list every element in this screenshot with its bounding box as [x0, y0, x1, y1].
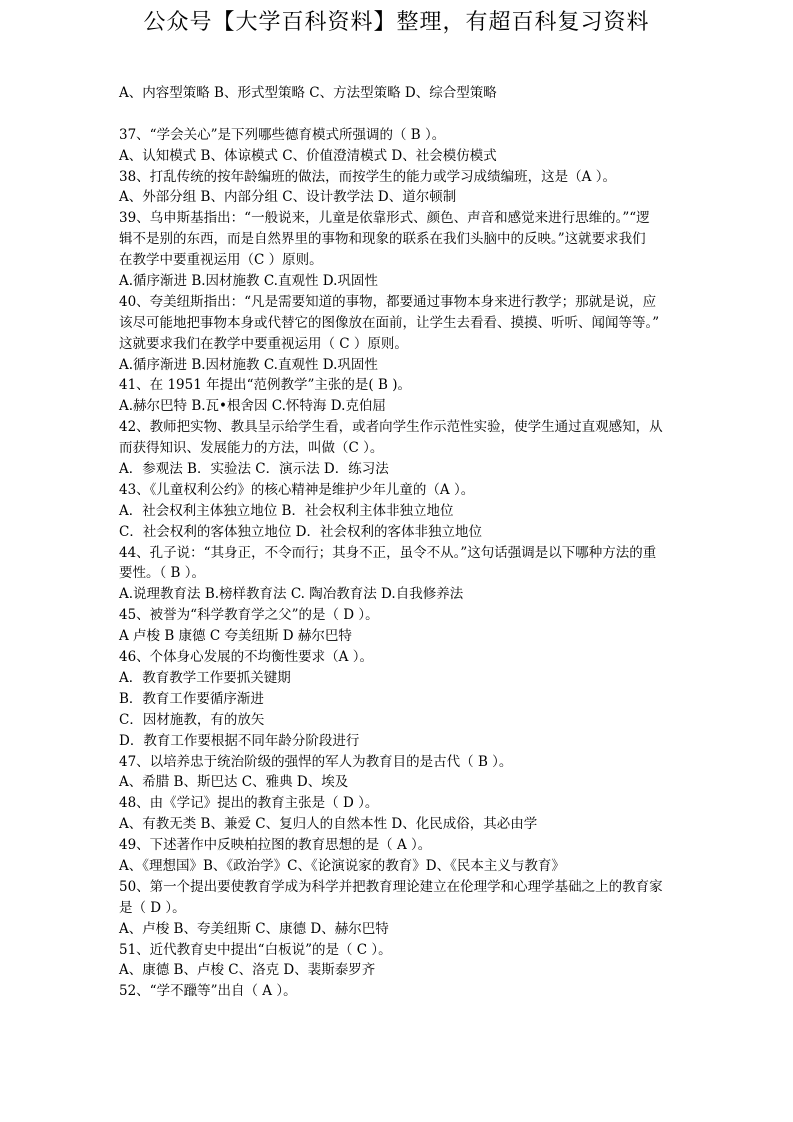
question-line: 43、《儿童权利公约》的核心精神是维护少年儿童的（A ）。: [119, 481, 475, 498]
options-line: A、有教无类 B、兼爱 C、复归人的自然本性 D、化民成俗，其必由学: [119, 816, 538, 833]
question-line: 是（ D ）。: [119, 899, 186, 916]
question-line: 而获得知识、发展能力的方法，叫做（C ）。: [119, 440, 384, 457]
question-line: 37、“学会关心”是下列哪些德育模式所强调的（ B ）。: [119, 126, 446, 143]
question-line: 39、乌申斯基指出：“一般说来，儿童是依靠形式、颜色、声音和感觉来进行思维的。”“逻: [119, 210, 650, 227]
options-line: A.赫尔巴特 B.瓦•根舍因 C.怀特海 D.克伯屈: [119, 398, 386, 415]
question-line: 在教学中要重视运用（C ）原则。: [119, 252, 323, 269]
options-line: A、外部分组 B、内部分组 C、设计教学法 D、道尔顿制: [119, 189, 457, 206]
options-line: D．教育工作要根据不同年龄分阶段进行: [119, 732, 360, 749]
text-line: A、内容型策略 B、形式型策略 C、方法型策略 D、综合型策略: [119, 85, 497, 101]
question-line: 41、在 1951 年提出“范例教学”主张的是( B )。: [119, 377, 411, 394]
question-line: 45、被誉为“科学教育学之父”的是（ D ）。: [119, 607, 379, 624]
options-line: A、《理想国》B、《政治学》C、《论演说家的教育》D、《民本主义与教育》: [119, 857, 565, 874]
options-line: B．教育工作要循序渐进: [119, 690, 264, 707]
options-line: A.说理教育法 B.榜样教育法 C. 陶冶教育法 D.自我修养法: [119, 586, 464, 603]
options-line: A、认知模式 B、体谅模式 C、价值澄清模式 D、社会模仿模式: [119, 147, 497, 164]
question-list: [119, 83, 684, 1002]
question-line: 40、夸美纽斯指出：“凡是需要知道的事物，都要通过事物本身来进行教学；那就是说，应: [119, 293, 657, 310]
options-line: A.循序渐进 B.因材施教 C.直观性 D.巩固性: [119, 273, 378, 290]
options-line: A 卢梭 B 康德 C 夸美纽斯 D 赫尔巴特: [119, 628, 352, 645]
question-line: 辑不是别的东西，而是自然界里的事物和现象的联系在我们头脑中的反映。”这就要求我们: [119, 231, 646, 248]
question-line: 该尽可能地把事物本身或代替它的图像放在面前，让学生去看看、摸摸、听听、闻闻等等。”: [119, 314, 660, 331]
options-line: A．教育教学工作要抓关键期: [119, 669, 291, 686]
question-line: 48、由《学记》提出的教育主张是（ D ）。: [119, 795, 379, 812]
question-line: 52、“学不躐等”出自（ A ）。: [119, 983, 297, 1000]
question-line: 51、近代教育史中提出“白板说”的是（ C ）。: [119, 941, 392, 958]
options-line: A、康德 B、卢梭 C、洛克 D、裴斯泰罗齐: [119, 962, 376, 979]
question-line: 要性。（ B ）。: [119, 565, 206, 582]
page-header: 公众号【大学百科资料】整理，有超百科复习资料: [143, 10, 650, 35]
options-line: A．参观法 B．实验法 C．演示法 D．练习法: [119, 461, 389, 478]
question-line: 42、教师把实物、教具呈示给学生看，或者向学生作示范性实验，使学生通过直观感知，从: [119, 419, 663, 436]
question-line: 50、第一个提出要使教育学成为科学并把教育理论建立在伦理学和心理学基础之上的教育家: [119, 878, 663, 895]
options-line: A、卢梭 B、夸美纽斯 C、康德 D、赫尔巴特: [119, 920, 389, 937]
blank-line: [119, 104, 684, 125]
question-line: 47、以培养忠于统治阶级的强悍的军人为教育目的是古代（ B ）。: [119, 753, 513, 770]
options-line: C．社会权利的客体独立地位 D．社会权利的客体非独立地位: [119, 523, 482, 540]
question-line: 49、下述著作中反映柏拉图的教育思想的是（ A ）。: [119, 837, 432, 854]
options-line: A.循序渐进 B.因材施教 C.直观性 D.巩固性: [119, 356, 378, 373]
options-line: C．因材施教，有的放矢: [119, 711, 265, 728]
question-line: 46、个体身心发展的不均衡性要求（A ）。: [119, 649, 373, 666]
options-line: A．社会权利主体独立地位 B．社会权利主体非独立地位: [119, 502, 454, 519]
question-line: 44、孔子说：“其身正，不令而行；其身不正，虽令不从。”这句话强调是以下哪种方法的重: [119, 544, 657, 561]
options-line: A、希腊 B、斯巴达 C、雅典 D、埃及: [119, 774, 349, 791]
question-line: 这就要求我们在教学中要重视运用（ C ）原则。: [119, 335, 408, 352]
question-line: 38、打乱传统的按年龄编班的做法，而按学生的能力或学习成绩编班，这是（A ）。: [119, 168, 616, 185]
